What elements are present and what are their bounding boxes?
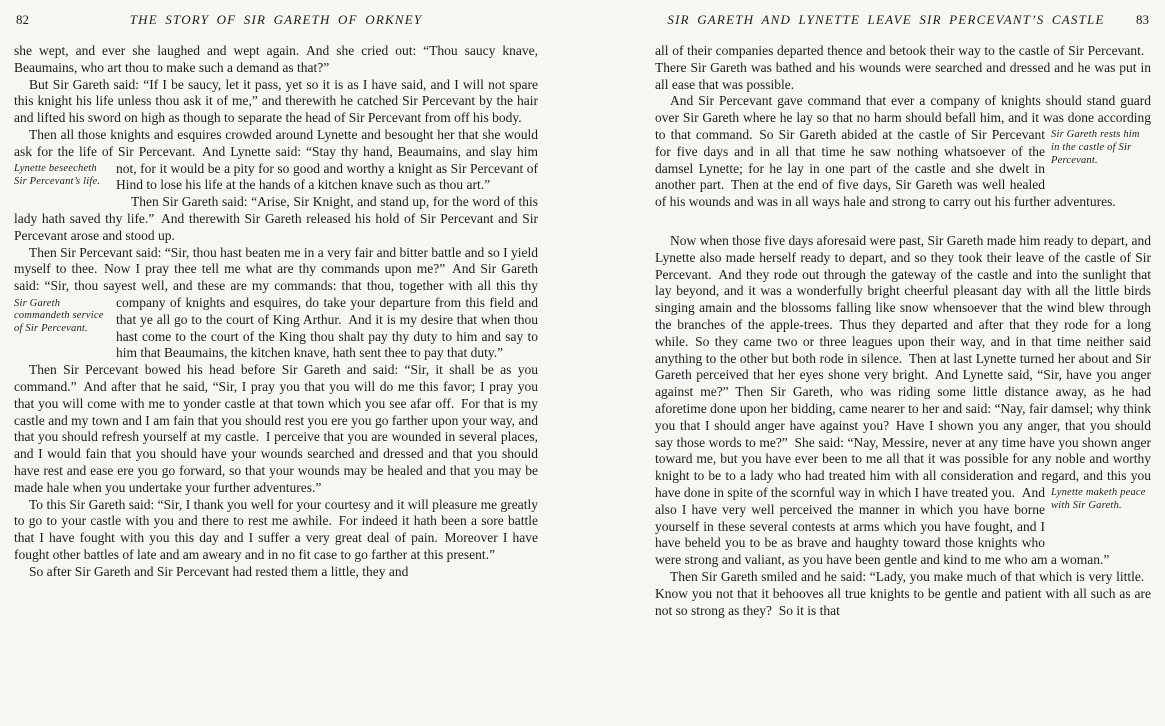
right-running-head bbox=[655, 12, 1151, 32]
paragraph: Then Sir Gareth smiled and he said: “Lady, you make much of that which is very little. Know you not that it behooves all true knights to be gentle and patient with all such as are not so strong as they? So it is that bbox=[655, 568, 1151, 618]
left-page bbox=[14, 12, 538, 581]
paragraph-text: Then all those knights and esquires crowded around Lynette and besought her that she would ask for the life of Sir Percevant. And Lynette said: “Stay thy hand, Beaumains, and slay him not, for it would be a pity for so good and worthy a knight as Sir Percevant of Hind to lose his life at the hands of a kitchen knave such as thou art.” bbox=[14, 126, 538, 193]
paragraph: So after Sir Gareth and Sir Percevant had rested them a little, they and bbox=[29, 563, 409, 579]
paragraph-text: Now when those five days aforesaid were past, Sir Gareth made him ready to depart, and Lynette also made herself ready to depart, and so they took their leave of the castle of Sir Percevant. And they rode out through the gateway of the castle and into the sunlight that lay beyond, and it was a wonderfully bright cheerful pleasant day with all the little birds singing amain and the blossoms falling like snow whensoever that the wind blew through the branches of the apple-trees. Thus they departed and after that they rode for a long while. So they came two or three leagues upon their way, and in that time neither said anything to the other but both rode in silence. Then at last Lynette turned her about and Sir Gareth perceived that her eyes shone very bright. And Lynette said, “Sir, have you anger against me?” Then Sir Gareth, who was riding some little distance away, as he had aforetime done upon her bidding, came nearer to her and said: “Nay, fair damsel; why think you that I should anger have against you? Have I shown you any anger, that you should say those words to me?” She said: “Nay, Messire, never at any time have you shown anger toward me, but you have ever been to me all that it was possible for any noble and worthy knight to be to a lady who had treated him with all consideration and regard, and this you have done in spite of the scornful way in which I have treated you. And also I have very well perceived the manner in which you have borne yourself in these several contests at arms which you have fought, and I have beheld you to be as brave and haughty toward those knights who were strong and valiant, as you have been gentle and kind to me who am a woman.” bbox=[655, 232, 1151, 568]
paragraph-text: Then Sir Percevant said: “Sir, thou hast beaten me in a very fair and bitter battle and so I yield myself to thee. Now I pray thee tell me what are thy commands upon me?” And Sir Gareth said: “Sir, thou sayest well, and these are my commands: that thou, together with all this thy company of knights and esquires, do take your departure from this field and that ye all go to the court of King Arthur. And it is my desire that when thou hast come to the court of the King thou shalt pay thy duty to him and say to him that Beaumains, the kitchen knave, hath sent thee to pay that duty.” bbox=[14, 244, 538, 361]
right-page bbox=[655, 12, 1151, 619]
paragraph-text: And Sir Percevant gave command that ever a company of knights should stand guard over Sir Gareth where he lay so that no harm should befall him, and it was done according to that command. So Sir Gareth abided at the castle of Sir Percevant for five days and in all that time he saw nothing whatsoever of the damsel Lynette; for he lay in one part of the castle and she dwelt in another part. Then at the end of five days, Sir Gareth was well healed of his wounds and was in all ways hale and strong to carry out his further adventures. bbox=[655, 93, 1151, 210]
paragraph bbox=[655, 93, 1151, 211]
paragraph: Then Sir Gareth said: “Arise, Sir Knight, and stand up, for the word of this lady hath saved thy life.” And therewith Sir Gareth released his hold of Sir Percevant and Sir Percevant arose and stood up. bbox=[14, 194, 538, 243]
paragraph: But Sir Gareth said: “If I be saucy, let it pass, yet so it is as I have said, and I will not spare this knight his life unless thou ask it of me,” and therewith he catched Sir Percevant by the hair and lifted his sword on high as though to separate the head of Sir Percevant from off his body. bbox=[14, 76, 538, 126]
sidenote: Lynette maketh peace with Sir Gareth. bbox=[1051, 486, 1146, 511]
paragraph: Then Sir Percevant bowed his head before Sir Gareth and said: “Sir, it shall be as you command.” And after that he said, “Sir, I pray you that you will do me this favor; I pray you that you will come with me to yonder castle at that town which you see afar off. For that is my castle and my town and I am fain that you should rest you ere you go farther upon your way, and that you should refresh yourself at my castle. I perceive that you are wounded in several places, and I would fain that you should have your wounds searched and dressed and that you should have rest and ease ere you go forward, so that your wounds may be healed and that you may be made hale when you undertake your further adventures.” bbox=[14, 362, 538, 495]
sidenote: Lynette beseecheth Sir Percevant’s life. bbox=[14, 162, 101, 187]
paragraph: she wept, and ever she laughed and wept again. And she cried out: “Thou saucy knave, Beaumains, who art thou to make such a demand as that?” bbox=[14, 43, 538, 75]
left-running-title: THE STORY OF SIR GARETH OF ORKNEY bbox=[129, 12, 423, 27]
left-page-number: 82 bbox=[16, 12, 29, 27]
right-running-title: SIR GARETH AND LYNETTE LEAVE SIR PERCEVANT’S CASTLE bbox=[667, 12, 1105, 27]
paragraph: all of their companies departed thence and betook their way to the castle of Sir Percevant. There Sir Gareth was bathed and his wounds were searched and dressed and he was put in all ease that was possible. bbox=[655, 43, 1151, 92]
right-page-body bbox=[655, 43, 1151, 619]
sidenote: Sir Gareth rests him in the castle of Sir Percevant. bbox=[1051, 129, 1140, 166]
paragraph: To this Sir Gareth said: “Sir, I thank you well for your courtesy and it will pleasure me greatly to go to your castle with you and there to rest me awhile. For indeed it hath been a sore battle that I have fought with you this day and I suffer a very great deal of pain. Moreover I have fought other battles of late and am aweary and in no fit case to go farther at this present.” bbox=[14, 496, 538, 562]
right-page-number: 83 bbox=[1136, 12, 1149, 27]
paragraph bbox=[655, 233, 1151, 569]
paragraph bbox=[14, 127, 538, 194]
left-page-body bbox=[14, 43, 538, 581]
sidenote: Sir Gareth commandeth service of Sir Percevant. bbox=[14, 297, 104, 334]
left-running-head bbox=[14, 12, 538, 32]
paragraph bbox=[14, 245, 538, 363]
